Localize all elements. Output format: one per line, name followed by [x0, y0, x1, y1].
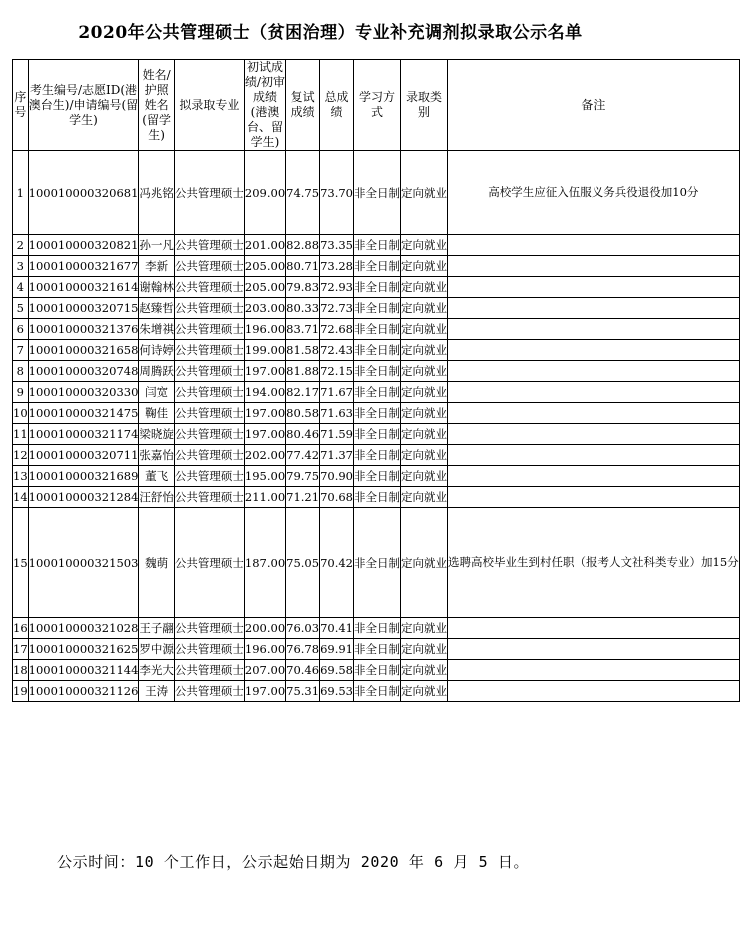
cell-total-score: 70.41 [320, 618, 354, 639]
cell-seq: 10 [13, 403, 29, 424]
cell-name: 朱增祺 [139, 319, 175, 340]
header-name: 姓名/护照姓名(留学生) [139, 60, 175, 151]
cell-seq: 14 [13, 487, 29, 508]
cell-candidate-id: 100010000320711 [28, 445, 139, 466]
cell-major: 公共管理硕士 [174, 487, 244, 508]
cell-retest-score: 75.31 [286, 681, 320, 702]
cell-retest-score: 81.88 [286, 361, 320, 382]
cell-study-mode: 非全日制 [354, 382, 401, 403]
cell-seq: 18 [13, 660, 29, 681]
cell-prelim-score: 187.00 [244, 508, 285, 618]
cell-note [448, 319, 740, 340]
cell-retest-score: 82.17 [286, 382, 320, 403]
cell-candidate-id: 100010000321376 [28, 319, 139, 340]
table-row [13, 639, 740, 660]
cell-name: 魏萌 [139, 508, 175, 618]
cell-prelim-score: 197.00 [244, 424, 285, 445]
cell-seq: 6 [13, 319, 29, 340]
cell-prelim-score: 205.00 [244, 277, 285, 298]
cell-admission-category: 定向就业 [401, 235, 448, 256]
table-row [13, 340, 740, 361]
cell-seq: 12 [13, 445, 29, 466]
cell-note [448, 424, 740, 445]
table-row [13, 361, 740, 382]
table-row [13, 382, 740, 403]
cell-candidate-id: 100010000321689 [28, 466, 139, 487]
cell-retest-score: 75.05 [286, 508, 320, 618]
cell-candidate-id: 100010000321284 [28, 487, 139, 508]
table-row [13, 445, 740, 466]
cell-candidate-id: 100010000321625 [28, 639, 139, 660]
cell-admission-category: 定向就业 [401, 382, 448, 403]
cell-prelim-score: 197.00 [244, 403, 285, 424]
cell-prelim-score: 196.00 [244, 319, 285, 340]
header-candidate-id: 考生编号/志愿ID(港澳台生)/申请编号(留学生) [28, 60, 139, 151]
cell-candidate-id: 100010000321144 [28, 660, 139, 681]
header-total-score: 总成绩 [320, 60, 354, 151]
cell-admission-category: 定向就业 [401, 660, 448, 681]
cell-total-score: 72.15 [320, 361, 354, 382]
cell-major: 公共管理硕士 [174, 681, 244, 702]
cell-name: 赵臻哲 [139, 298, 175, 319]
cell-study-mode: 非全日制 [354, 639, 401, 660]
cell-name: 王子翮 [139, 618, 175, 639]
cell-study-mode: 非全日制 [354, 681, 401, 702]
table-row [13, 151, 740, 235]
cell-study-mode: 非全日制 [354, 618, 401, 639]
table-row [13, 618, 740, 639]
cell-note [448, 403, 740, 424]
cell-major: 公共管理硕士 [174, 298, 244, 319]
cell-retest-score: 80.71 [286, 256, 320, 277]
cell-study-mode: 非全日制 [354, 508, 401, 618]
publicity-notice: 公示时间：10 个工作日，公示起始日期为 2020 年 6 月 5 日。 [57, 853, 530, 871]
cell-name: 王涛 [139, 681, 175, 702]
cell-admission-category: 定向就业 [401, 508, 448, 618]
cell-prelim-score: 194.00 [244, 382, 285, 403]
header-retest-score: 复试成绩 [286, 60, 320, 151]
header-study-mode: 学习方式 [354, 60, 401, 151]
table-row [13, 660, 740, 681]
cell-study-mode: 非全日制 [354, 445, 401, 466]
cell-major: 公共管理硕士 [174, 235, 244, 256]
cell-seq: 15 [13, 508, 29, 618]
cell-major: 公共管理硕士 [174, 256, 244, 277]
page-title: 2020年公共管理硕士（贫困治理）专业补充调剂拟录取公示名单 [78, 23, 583, 43]
table-row [13, 403, 740, 424]
cell-name: 闫宽 [139, 382, 175, 403]
cell-retest-score: 83.71 [286, 319, 320, 340]
cell-study-mode: 非全日制 [354, 151, 401, 235]
cell-name: 谢翰林 [139, 277, 175, 298]
cell-study-mode: 非全日制 [354, 403, 401, 424]
cell-prelim-score: 211.00 [244, 487, 285, 508]
cell-note [448, 445, 740, 466]
cell-candidate-id: 100010000320330 [28, 382, 139, 403]
cell-note [448, 618, 740, 639]
cell-candidate-id: 100010000321658 [28, 340, 139, 361]
header-major: 拟录取专业 [174, 60, 244, 151]
cell-total-score: 70.90 [320, 466, 354, 487]
cell-admission-category: 定向就业 [401, 618, 448, 639]
cell-study-mode: 非全日制 [354, 277, 401, 298]
cell-prelim-score: 195.00 [244, 466, 285, 487]
cell-retest-score: 76.78 [286, 639, 320, 660]
table-row [13, 298, 740, 319]
cell-study-mode: 非全日制 [354, 235, 401, 256]
cell-prelim-score: 200.00 [244, 618, 285, 639]
cell-total-score: 71.63 [320, 403, 354, 424]
cell-major: 公共管理硕士 [174, 424, 244, 445]
cell-major: 公共管理硕士 [174, 639, 244, 660]
cell-note [448, 382, 740, 403]
cell-prelim-score: 196.00 [244, 639, 285, 660]
cell-retest-score: 79.83 [286, 277, 320, 298]
cell-prelim-score: 197.00 [244, 361, 285, 382]
table-row [13, 319, 740, 340]
cell-candidate-id: 100010000321126 [28, 681, 139, 702]
cell-admission-category: 定向就业 [401, 403, 448, 424]
cell-seq: 9 [13, 382, 29, 403]
cell-seq: 16 [13, 618, 29, 639]
cell-study-mode: 非全日制 [354, 660, 401, 681]
cell-admission-category: 定向就业 [401, 487, 448, 508]
header-prelim-score: 初试成绩/初审成绩(港澳台、留学生) [244, 60, 286, 149]
cell-prelim-score: 203.00 [244, 298, 285, 319]
cell-study-mode: 非全日制 [354, 466, 401, 487]
cell-seq: 1 [13, 151, 29, 235]
cell-study-mode: 非全日制 [354, 487, 401, 508]
cell-seq: 7 [13, 340, 29, 361]
cell-retest-score: 77.42 [286, 445, 320, 466]
cell-candidate-id: 100010000321677 [28, 256, 139, 277]
cell-total-score: 72.43 [320, 340, 354, 361]
cell-name: 梁晓旋 [139, 424, 175, 445]
cell-name: 罗中源 [139, 639, 175, 660]
cell-major: 公共管理硕士 [174, 361, 244, 382]
cell-admission-category: 定向就业 [401, 298, 448, 319]
cell-admission-category: 定向就业 [401, 424, 448, 445]
cell-total-score: 73.28 [320, 256, 354, 277]
cell-note [448, 256, 740, 277]
cell-name: 何诗婷 [139, 340, 175, 361]
cell-total-score: 72.93 [320, 277, 354, 298]
table-row [13, 466, 740, 487]
cell-seq: 13 [13, 466, 29, 487]
table-row [13, 487, 740, 508]
admission-table [12, 59, 740, 702]
cell-admission-category: 定向就业 [401, 340, 448, 361]
cell-major: 公共管理硕士 [174, 340, 244, 361]
cell-admission-category: 定向就业 [401, 361, 448, 382]
cell-major: 公共管理硕士 [174, 382, 244, 403]
cell-prelim-score: 202.00 [244, 445, 285, 466]
cell-retest-score: 80.58 [286, 403, 320, 424]
table-row [13, 424, 740, 445]
cell-admission-category: 定向就业 [401, 319, 448, 340]
cell-retest-score: 82.88 [286, 235, 320, 256]
cell-seq: 19 [13, 681, 29, 702]
cell-study-mode: 非全日制 [354, 319, 401, 340]
cell-retest-score: 80.46 [286, 424, 320, 445]
cell-total-score: 70.68 [320, 487, 354, 508]
cell-retest-score: 80.33 [286, 298, 320, 319]
cell-candidate-id: 100010000321475 [28, 403, 139, 424]
cell-study-mode: 非全日制 [354, 256, 401, 277]
cell-note [448, 340, 740, 361]
cell-seq: 8 [13, 361, 29, 382]
cell-total-score: 73.35 [320, 235, 354, 256]
cell-admission-category: 定向就业 [401, 277, 448, 298]
table-row [13, 508, 740, 618]
cell-total-score: 70.42 [320, 508, 354, 618]
cell-candidate-id: 100010000321174 [28, 424, 139, 445]
cell-prelim-score: 207.00 [244, 660, 285, 681]
cell-candidate-id: 100010000321028 [28, 618, 139, 639]
cell-major: 公共管理硕士 [174, 466, 244, 487]
cell-prelim-score: 201.00 [244, 235, 285, 256]
cell-seq: 5 [13, 298, 29, 319]
cell-prelim-score: 205.00 [244, 256, 285, 277]
cell-candidate-id: 100010000320821 [28, 235, 139, 256]
cell-retest-score: 76.03 [286, 618, 320, 639]
cell-major: 公共管理硕士 [174, 403, 244, 424]
cell-total-score: 72.73 [320, 298, 354, 319]
cell-note [448, 235, 740, 256]
cell-major: 公共管理硕士 [174, 618, 244, 639]
cell-name: 汪舒怡 [139, 487, 175, 508]
cell-major: 公共管理硕士 [174, 319, 244, 340]
cell-prelim-score: 209.00 [244, 151, 285, 235]
cell-major: 公共管理硕士 [174, 508, 244, 618]
table-row [13, 235, 740, 256]
cell-prelim-score: 197.00 [244, 681, 285, 702]
cell-note [448, 660, 740, 681]
cell-name: 鞠佳 [139, 403, 175, 424]
cell-major: 公共管理硕士 [174, 445, 244, 466]
cell-total-score: 69.58 [320, 660, 354, 681]
cell-prelim-score: 199.00 [244, 340, 285, 361]
cell-admission-category: 定向就业 [401, 466, 448, 487]
header-admission-category: 录取类别 [401, 60, 448, 151]
cell-study-mode: 非全日制 [354, 361, 401, 382]
cell-retest-score: 70.46 [286, 660, 320, 681]
cell-candidate-id: 100010000321503 [28, 508, 139, 618]
table-body [13, 151, 740, 702]
cell-total-score: 69.53 [320, 681, 354, 702]
cell-admission-category: 定向就业 [401, 151, 448, 235]
cell-admission-category: 定向就业 [401, 639, 448, 660]
cell-major: 公共管理硕士 [174, 151, 244, 235]
cell-retest-score: 74.75 [286, 151, 320, 235]
header-note: 备注 [448, 60, 740, 151]
cell-retest-score: 71.21 [286, 487, 320, 508]
cell-retest-score: 79.75 [286, 466, 320, 487]
cell-candidate-id: 100010000321614 [28, 277, 139, 298]
cell-total-score: 71.59 [320, 424, 354, 445]
cell-note [448, 639, 740, 660]
cell-name: 冯兆铭 [139, 151, 175, 235]
cell-seq: 11 [13, 424, 29, 445]
cell-note [448, 277, 740, 298]
cell-total-score: 71.67 [320, 382, 354, 403]
cell-study-mode: 非全日制 [354, 298, 401, 319]
cell-study-mode: 非全日制 [354, 424, 401, 445]
cell-note: 高校学生应征入伍服义务兵役退役加10分 [448, 151, 740, 235]
cell-seq: 17 [13, 639, 29, 660]
header-seq: 序号 [13, 60, 29, 151]
cell-note [448, 361, 740, 382]
cell-admission-category: 定向就业 [401, 256, 448, 277]
cell-candidate-id: 100010000320715 [28, 298, 139, 319]
cell-total-score: 71.37 [320, 445, 354, 466]
cell-study-mode: 非全日制 [354, 340, 401, 361]
cell-seq: 4 [13, 277, 29, 298]
cell-total-score: 72.68 [320, 319, 354, 340]
cell-name: 周腾跃 [139, 361, 175, 382]
cell-admission-category: 定向就业 [401, 445, 448, 466]
cell-note: 选聘高校毕业生到村任职（报考人文社科类专业）加15分 [448, 508, 740, 618]
cell-name: 董飞 [139, 466, 175, 487]
cell-note [448, 681, 740, 702]
cell-seq: 3 [13, 256, 29, 277]
table-header-row [13, 60, 740, 151]
cell-note [448, 298, 740, 319]
table-row [13, 256, 740, 277]
cell-major: 公共管理硕士 [174, 660, 244, 681]
cell-admission-category: 定向就业 [401, 681, 448, 702]
cell-note [448, 466, 740, 487]
table-row [13, 681, 740, 702]
table-row [13, 277, 740, 298]
cell-name: 孙一凡 [139, 235, 175, 256]
cell-seq: 2 [13, 235, 29, 256]
cell-name: 张嘉怡 [139, 445, 175, 466]
cell-candidate-id: 100010000320748 [28, 361, 139, 382]
cell-retest-score: 81.58 [286, 340, 320, 361]
cell-name: 李光大 [139, 660, 175, 681]
cell-note [448, 487, 740, 508]
cell-total-score: 69.91 [320, 639, 354, 660]
cell-candidate-id: 100010000320681 [28, 151, 139, 235]
cell-major: 公共管理硕士 [174, 277, 244, 298]
cell-total-score: 73.70 [320, 151, 354, 235]
cell-name: 李新 [139, 256, 175, 277]
